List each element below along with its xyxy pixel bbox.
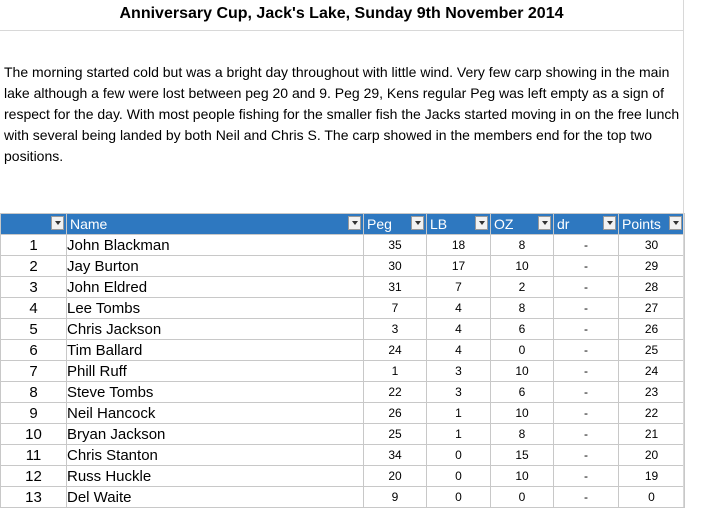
table-row <box>1 424 685 445</box>
name-cell[interactable]: Neil Hancock <box>67 403 364 424</box>
peg-cell[interactable]: 24 <box>364 340 427 361</box>
position-cell[interactable]: 13 <box>1 487 67 508</box>
name-cell[interactable]: Steve Tombs <box>67 382 364 403</box>
peg-cell[interactable]: 35 <box>364 235 427 256</box>
table-row <box>1 445 685 466</box>
table-row <box>1 319 685 340</box>
name-cell[interactable]: Phill Ruff <box>67 361 364 382</box>
oz-cell[interactable]: 10 <box>491 403 554 424</box>
column-header-name: Name <box>67 214 364 235</box>
match-report-text: The morning started cold but was a bright day throughout with little wind. Very few carp showing in the main lake although a few were lost between peg 20 and 9. Peg 29, Kens regular Peg was left empty as a sign of respect for the day. With most people fishing for the smaller fish the Jacks started moving in on the free lunch with several being landed by both Neil and Chris S. The carp showed in the members end for the top two positions. <box>4 64 680 164</box>
peg-cell[interactable]: 20 <box>364 466 427 487</box>
peg-cell[interactable]: 7 <box>364 298 427 319</box>
lb-cell[interactable]: 4 <box>427 319 491 340</box>
lb-cell[interactable]: 3 <box>427 382 491 403</box>
points-cell[interactable]: 26 <box>619 319 685 340</box>
oz-cell[interactable]: 8 <box>491 424 554 445</box>
oz-cell[interactable]: 10 <box>491 361 554 382</box>
filter-dropdown-button[interactable] <box>475 216 488 230</box>
peg-cell[interactable]: 1 <box>364 361 427 382</box>
name-cell[interactable]: John Blackman <box>67 235 364 256</box>
oz-cell[interactable]: 0 <box>491 340 554 361</box>
column-header-oz: OZ <box>491 214 554 235</box>
lb-cell[interactable]: 0 <box>427 445 491 466</box>
table-row <box>1 235 685 256</box>
points-cell[interactable]: 27 <box>619 298 685 319</box>
dr-cell[interactable]: - <box>554 424 619 445</box>
points-cell[interactable]: 21 <box>619 424 685 445</box>
points-cell[interactable]: 22 <box>619 403 685 424</box>
points-cell[interactable]: 29 <box>619 256 685 277</box>
oz-cell[interactable]: 8 <box>491 298 554 319</box>
table-row <box>1 277 685 298</box>
oz-cell[interactable]: 6 <box>491 382 554 403</box>
points-cell[interactable]: 30 <box>619 235 685 256</box>
position-cell[interactable]: 8 <box>1 382 67 403</box>
table-row <box>1 403 685 424</box>
table-row <box>1 466 685 487</box>
lb-cell[interactable]: 1 <box>427 424 491 445</box>
points-cell[interactable]: 28 <box>619 277 685 298</box>
position-cell[interactable]: 11 <box>1 445 67 466</box>
oz-cell[interactable]: 6 <box>491 319 554 340</box>
peg-cell[interactable]: 3 <box>364 319 427 340</box>
position-cell[interactable]: 9 <box>1 403 67 424</box>
dr-cell[interactable]: - <box>554 340 619 361</box>
lb-cell[interactable]: 18 <box>427 235 491 256</box>
sheet-edge <box>683 0 684 507</box>
dr-cell[interactable]: - <box>554 277 619 298</box>
oz-cell[interactable]: 8 <box>491 235 554 256</box>
oz-cell[interactable]: 10 <box>491 466 554 487</box>
page-title: Anniversary Cup, Jack's Lake, Sunday 9th November 2014 <box>119 5 564 22</box>
divider <box>0 30 683 31</box>
position-cell[interactable]: 1 <box>1 235 67 256</box>
lb-cell[interactable]: 4 <box>427 298 491 319</box>
peg-cell[interactable]: 30 <box>364 256 427 277</box>
lb-cell[interactable]: 4 <box>427 340 491 361</box>
points-cell[interactable]: 20 <box>619 445 685 466</box>
position-cell[interactable]: 4 <box>1 298 67 319</box>
name-cell[interactable]: Tim Ballard <box>67 340 364 361</box>
oz-cell[interactable]: 10 <box>491 256 554 277</box>
table-row <box>1 382 685 403</box>
name-cell[interactable]: Chris Stanton <box>67 445 364 466</box>
points-cell[interactable]: 19 <box>619 466 685 487</box>
name-cell[interactable]: Del Waite <box>67 487 364 508</box>
name-cell[interactable]: Chris Jackson <box>67 319 364 340</box>
column-header-position <box>1 214 67 235</box>
dr-cell[interactable]: - <box>554 382 619 403</box>
peg-cell[interactable]: 34 <box>364 445 427 466</box>
dr-cell[interactable]: - <box>554 235 619 256</box>
table-row <box>1 298 685 319</box>
sort-filter-button[interactable] <box>669 216 682 230</box>
lb-cell[interactable]: 3 <box>427 361 491 382</box>
column-header-points: Points <box>619 214 685 235</box>
filter-dropdown-button[interactable] <box>538 216 551 230</box>
dr-cell[interactable]: - <box>554 466 619 487</box>
results-table <box>0 213 685 508</box>
peg-cell[interactable]: 26 <box>364 403 427 424</box>
oz-cell[interactable]: 0 <box>491 487 554 508</box>
filter-dropdown-button[interactable] <box>603 216 616 230</box>
position-cell[interactable]: 10 <box>1 424 67 445</box>
dr-cell[interactable]: - <box>554 487 619 508</box>
table-row <box>1 340 685 361</box>
name-cell[interactable]: Jay Burton <box>67 256 364 277</box>
points-cell[interactable]: 25 <box>619 340 685 361</box>
name-cell[interactable]: Russ Huckle <box>67 466 364 487</box>
points-cell[interactable]: 0 <box>619 487 685 508</box>
filter-dropdown-button[interactable] <box>51 216 64 230</box>
name-cell[interactable]: Bryan Jackson <box>67 424 364 445</box>
position-cell[interactable]: 7 <box>1 361 67 382</box>
table-row <box>1 361 685 382</box>
header-row <box>1 214 685 235</box>
position-cell[interactable]: 6 <box>1 340 67 361</box>
lb-cell[interactable]: 0 <box>427 466 491 487</box>
dr-cell[interactable]: - <box>554 298 619 319</box>
name-cell[interactable]: Lee Tombs <box>67 298 364 319</box>
position-cell[interactable]: 12 <box>1 466 67 487</box>
filter-dropdown-button[interactable] <box>411 216 424 230</box>
column-header-dr: dr <box>554 214 619 235</box>
oz-cell[interactable]: 15 <box>491 445 554 466</box>
dr-cell[interactable]: - <box>554 403 619 424</box>
peg-cell[interactable]: 31 <box>364 277 427 298</box>
lb-cell[interactable]: 1 <box>427 403 491 424</box>
peg-cell[interactable]: 22 <box>364 382 427 403</box>
peg-cell[interactable]: 9 <box>364 487 427 508</box>
position-cell[interactable]: 2 <box>1 256 67 277</box>
table-row <box>1 487 685 508</box>
lb-cell[interactable]: 0 <box>427 487 491 508</box>
lb-cell[interactable]: 17 <box>427 256 491 277</box>
column-header-lb: LB <box>427 214 491 235</box>
name-cell[interactable]: John Eldred <box>67 277 364 298</box>
position-cell[interactable]: 3 <box>1 277 67 298</box>
dr-cell[interactable]: - <box>554 256 619 277</box>
peg-cell[interactable]: 25 <box>364 424 427 445</box>
lb-cell[interactable]: 7 <box>427 277 491 298</box>
dr-cell[interactable]: - <box>554 361 619 382</box>
filter-dropdown-button[interactable] <box>348 216 361 230</box>
points-cell[interactable]: 23 <box>619 382 685 403</box>
dr-cell[interactable]: - <box>554 445 619 466</box>
table-row <box>1 256 685 277</box>
points-cell[interactable]: 24 <box>619 361 685 382</box>
position-cell[interactable]: 5 <box>1 319 67 340</box>
dr-cell[interactable]: - <box>554 319 619 340</box>
oz-cell[interactable]: 2 <box>491 277 554 298</box>
column-header-peg: Peg <box>364 214 427 235</box>
